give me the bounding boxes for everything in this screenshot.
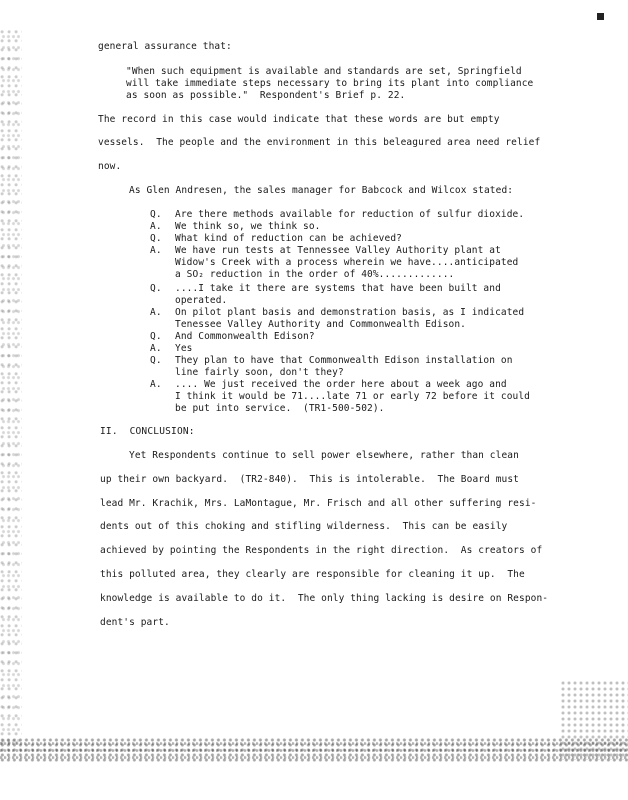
testimony-text: a SO₂ reduction in the order of 40%............. <box>175 269 455 280</box>
opening-line: general assurance that: <box>98 41 232 52</box>
testimony-text: line fairly soon, don't they? <box>175 367 344 378</box>
testimony-text: Yes <box>175 343 193 354</box>
conclusion-line: up their own backyard. (TR2-840). This is intolerable. The Board must <box>100 474 520 485</box>
conclusion-line: this polluted area, they clearly are responsible for cleaning it up. The <box>100 569 525 580</box>
testimony-text: We have run tests at Tennessee Valley Authority plant at <box>175 245 501 256</box>
section-heading: II. CONCLUSION: <box>100 426 195 437</box>
testimony-text: We think so, we think so. <box>175 221 321 232</box>
testimony-marker: A. <box>150 245 162 256</box>
testimony-marker: Q. <box>150 331 162 342</box>
body-line: vessels. The people and the environment in this beleagured area need relief <box>98 137 541 148</box>
testimony-text: What kind of reduction can be achieved? <box>175 233 402 244</box>
testimony-text: Widow's Creek with a process wherein we have....anticipated <box>175 257 519 268</box>
quote-line: as soon as possible." Respondent's Brief p. 22. <box>126 90 406 101</box>
testimony-marker: A. <box>150 343 162 354</box>
testimony-marker: A. <box>150 307 162 318</box>
body-line: now. <box>98 161 122 172</box>
testimony-text: On pilot plant basis and demonstration basis, as I indicated <box>175 307 525 318</box>
testimony-text: They plan to have that Commonwealth Edison installation on <box>175 355 513 366</box>
scan-noise-left <box>0 30 22 750</box>
testimony-text: Are there methods available for reduction of sulfur dioxide. <box>175 209 525 220</box>
testimony-text: ....I take it there are systems that have been built and <box>175 283 501 294</box>
testimony-text: And Commonwealth Edison? <box>175 331 315 342</box>
testimony-marker: Q. <box>150 209 162 220</box>
testimony-marker: A. <box>150 379 162 390</box>
testimony-marker: Q. <box>150 233 162 244</box>
scan-noise-corner <box>560 680 628 760</box>
conclusion-line: dents out of this choking and stifling wilderness. This can be easily <box>100 521 508 532</box>
quote-line: will take immediate steps necessary to bring its plant into compliance <box>126 78 534 89</box>
conclusion-line: Yet Respondents continue to sell power elsewhere, rather than clean <box>129 450 519 461</box>
conclusion-line: knowledge is available to do it. The only thing lacking is desire on Respon- <box>100 593 549 604</box>
conclusion-line: lead Mr. Krachik, Mrs. LaMontague, Mr. Frisch and all other suffering resi- <box>100 498 537 509</box>
testimony-marker: A. <box>150 221 162 232</box>
intro-line: As Glen Andresen, the sales manager for Babcock and Wilcox stated: <box>129 185 514 196</box>
body-line: The record in this case would indicate that these words are but empty <box>98 114 500 125</box>
testimony-text: Tenessee Valley Authority and Commonwealth Edison. <box>175 319 466 330</box>
corner-mark <box>597 13 604 20</box>
conclusion-line: dent's part. <box>100 617 170 628</box>
testimony-text: operated. <box>175 295 228 306</box>
testimony-marker: Q. <box>150 355 162 366</box>
testimony-text: be put into service. (TR1-500-502). <box>175 403 385 414</box>
testimony-marker: Q. <box>150 283 162 294</box>
testimony-text: .... We just received the order here about a week ago and <box>175 379 507 390</box>
conclusion-line: achieved by pointing the Respondents in the right direction. As creators of <box>100 545 543 556</box>
testimony-text: I think it would be 71....late 71 or early 72 before it could <box>175 391 530 402</box>
scan-noise-bottom <box>0 738 628 762</box>
quote-line: "When such equipment is available and standards are set, Springfield <box>126 66 522 77</box>
